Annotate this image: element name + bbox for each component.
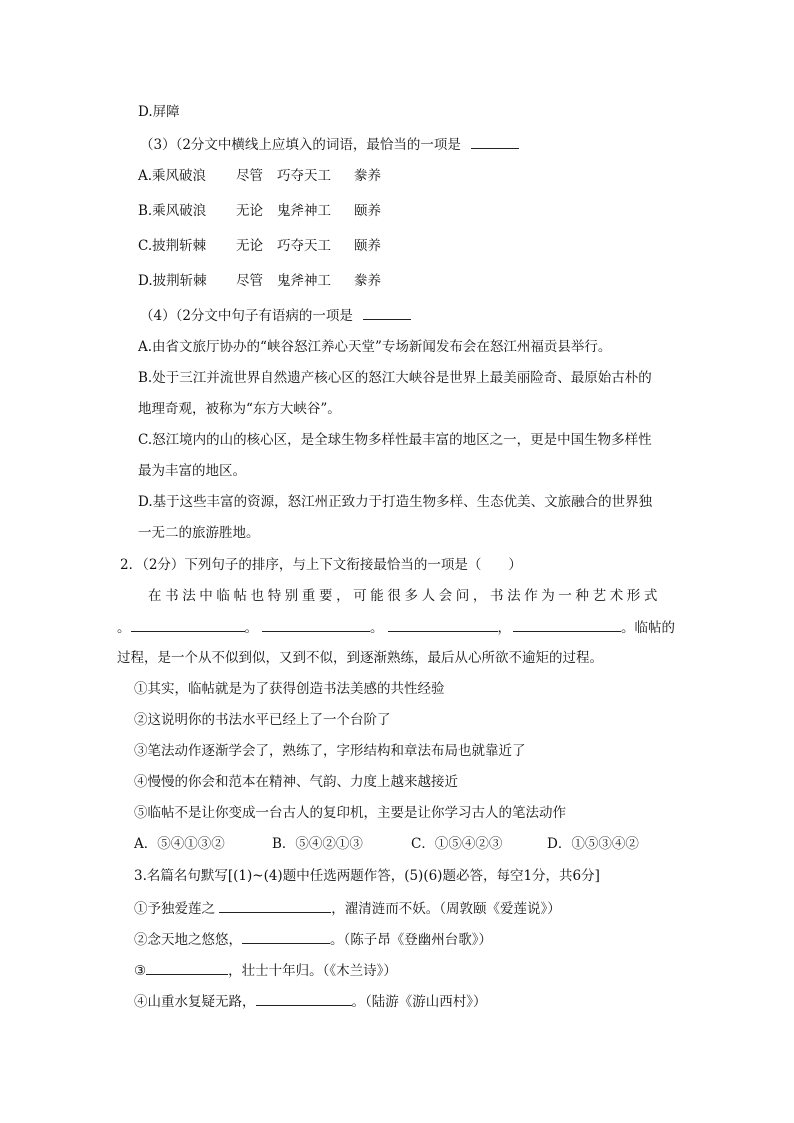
q2-item-3: ③笔法动作逐渐学会了，熟练了，字形结构和章法布局也就靠近了 [134, 743, 526, 759]
answer-blank-2[interactable] [262, 617, 370, 632]
q3-item-1: ①予独爱莲之 ，濯清涟而不妖。（周敦颐《爱莲说》） [134, 898, 561, 919]
answer-blank[interactable] [363, 305, 411, 320]
q2-choice-c[interactable]: C．①⑤④②③ [411, 836, 503, 852]
q1-sub2-option-d: D.屏障 [138, 104, 180, 120]
q3-item-4: ④山重水复疑无路， 。（陆游《游山西村》） [134, 991, 487, 1012]
q1-sub4-option-d-line1[interactable]: D.基于这些丰富的资源，怒江州正致力于打造生物多样、生态优美、文旅融合的世界独 [138, 494, 653, 510]
q2-item-1: ①其实，临帖就是为了获得创造书法美感的共性经验 [134, 681, 445, 697]
answer-blank-3[interactable] [388, 617, 498, 632]
q1-sub4-option-d-line2: 一无二的旅游胜地。 [138, 525, 260, 541]
exam-page: D.屏障 （3）（2分文中横线上应填入的词语，最恰当的一项是 A.乘风破浪 尽管 巧夺天工 豢养 B.乘风破浪 无论 鬼斧神工 颐养 C.披荆斩棘 无论 巧夺天工 颐养 D.披荆斩棘 尽管 鬼斧神工 豢养 （4）（2分文中句子有语病的一项是 A.由省文旅厅协办的“峡谷怒江养心天堂”专场新闻发布会在怒江州福贡县举行。 B.处于三江并流世界自然遗产核心区的怒江大峡谷是世界上最美丽险奇、最原始古朴的 地理奇观，被称为“东方大峡谷”。 C.怒江境内的山的核心区，是全球生物多样性最丰富的地区之一，更是中国生物多样性 最为丰富的地区。 D.基于这些丰富的资源，怒江州正致力于打造生物多样、生态优美、文旅融合的世界独 一无二的旅游胜地。 2．（2分）下列句子的排序，与上下文衔接最恰当的一项是（ ） 在书法中临帖也特别重要，可能很多人会问，书法作为一种艺术形式 。 。 。 ， 。临帖的 过程，是一个从不似到似，又到不似，到逐渐熟练，最后从心所欲不逾矩的过程。 ①其实，临帖就是为了获得创造书法美感的共性经验 ②这说明你的书法水平已经上了一个台阶了 ③笔法动作逐渐学会了，熟练了，字形结构和章法布局也就靠近了 ④慢慢的你会和范本在精神、气韵、力度上越来越接近 ⑤临帖不是让你变成一台古人的复印机，主要是让你学习古人的笔法动作 A．⑤④①③② B．⑤④②①③ C．①⑤④②③ D．①⑤③④② 3.名篇名句默写[(1)~(4)题中任选两题作答，(5)(6)题必答，每空1分，共6分] ①予独爱莲之 ，濯清涟而不妖。（周敦颐《爱莲说》） ②念天地之悠悠， 。（陈子昂《登幽州台歌》） ③ ，壮士十年归。（《木兰诗》） ④山重水复疑无路， 。（陆游《游山西村》） [117, 104, 675, 1010]
q2-choice-b[interactable]: B．⑤④②①③ [272, 836, 363, 852]
answer-blank[interactable] [146, 960, 228, 975]
answer-blank[interactable] [242, 929, 330, 944]
q2-item-4: ④慢慢的你会和范本在精神、气韵、力度上越来越接近 [134, 774, 458, 790]
q2-choice-d[interactable]: D．①⑤③④② [547, 836, 639, 852]
q2-passage-line3: 过程，是一个从不似到似，又到不似，到逐渐熟练，最后从心所欲不逾矩的过程。 [117, 650, 603, 666]
answer-blank-4[interactable] [513, 617, 621, 632]
answer-blank-1[interactable] [131, 617, 245, 632]
answer-blank[interactable] [471, 134, 519, 149]
q2-item-2: ②这说明你的书法水平已经上了一个台阶了 [134, 712, 391, 728]
q2-passage-line2: 。 。 。 ， 。临帖的 [117, 617, 675, 638]
q2-choice-a[interactable]: A．⑤④①③② [134, 836, 225, 852]
q2-item-5: ⑤临帖不是让你变成一台古人的复印机，主要是让你学习古人的笔法动作 [134, 805, 566, 821]
q3-item-2: ②念天地之悠悠， 。（陈子昂《登幽州台歌》） [134, 929, 492, 950]
q1-sub3-stem: （3）（2分文中横线上应填入的词语，最恰当的一项是 [140, 134, 519, 155]
q1-sub4-option-c-line1[interactable]: C.怒江境内的山的核心区，是全球生物多样性最丰富的地区之一，更是中国生物多样性 [138, 432, 652, 448]
q1-sub4-option-a[interactable]: A.由省文旅厅协办的“峡谷怒江养心天堂”专场新闻发布会在怒江州福贡县举行。 [138, 339, 612, 355]
q1-sub4-option-b-line1[interactable]: B.处于三江并流世界自然遗产核心区的怒江大峡谷是世界上最美丽险奇、最原始古朴的 [138, 370, 652, 386]
q3-item-3: ③ ，壮士十年归。（《木兰诗》） [134, 960, 397, 981]
answer-blank[interactable] [256, 991, 352, 1006]
q3-stem: 3.名篇名句默写[(1)~(4)题中任选两题作答，(5)(6)题必答，每空1分，共6分] [134, 868, 600, 884]
q2-stem: 2．（2分）下列句子的排序，与上下文衔接最恰当的一项是（ ） [120, 557, 522, 573]
q1-sub4-option-c-line2: 最为丰富的地区。 [138, 463, 246, 479]
q1-sub4-option-b-line2: 地理奇观，被称为“东方大峡谷”。 [138, 401, 341, 417]
answer-blank[interactable] [219, 898, 331, 913]
q2-passage-line1: 在书法中临帖也特别重要，可能很多人会问，书法作为一种艺术形式 [148, 588, 661, 604]
q1-sub4-stem: （4）（2分文中句子有语病的一项是 [140, 305, 411, 326]
